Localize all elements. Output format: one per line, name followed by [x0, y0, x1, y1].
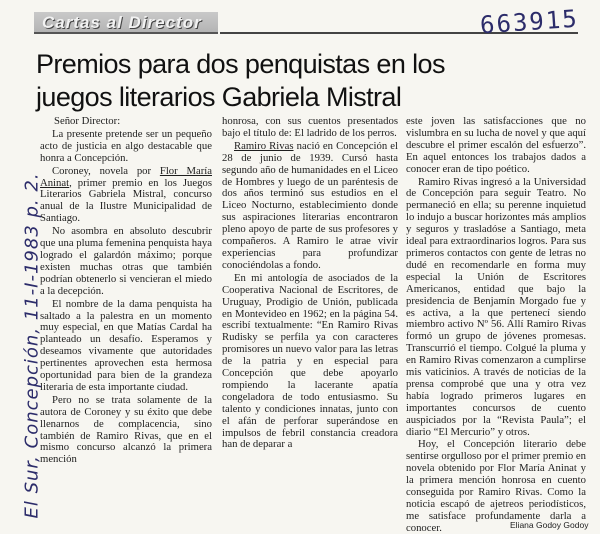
section-title: Cartas al Director: [42, 13, 202, 32]
headline-line-2: juegos literarios Gabriela Mistral: [36, 82, 402, 112]
text-run: nació en Concepción el 28 de junio de 1939. Cursó hasta segundo año de humanidades en el Liceo de Hombres y luego de un paréntesis de dos años terminó sus estudios en el Liceo Nocturno, establecimiento donde sus aspiraciones literarias encontraron pleno apoyo de parte de sus profesores y compañeros. A Ramiro le atrae vivir experiencias para profundizar conociéndolas a fondo.: [222, 139, 398, 271]
headline-line-1: Premios para dos penquistas en los: [36, 49, 445, 79]
paragraph: No asombra en absoluto descubrir que una pluma femenina penquista haya logrado el galardón máximo; porque existen muchas otras que también podrían obtenerlo si vencieran el miedo a la decepción.: [40, 225, 212, 297]
handwritten-source-note: El Sur, Concepción, 11-I-1983 p. 2.: [21, 172, 43, 519]
paragraph: El nombre de la dama penquista ha saltado a la palestra en un momento muy especial, en que Matías Cardal ha planteado un desafío. Esperamos y deseamos vivamente que autoridades pertinentes aprovechen esta hermosa oportunidad para bien de la grandeza literaria de esta importante ciudad.: [40, 297, 212, 393]
paragraph: Hoy, el Concepción literario debe sentirse orgulloso por el primer premio en novela obtenido por Flor María Aninat y la primera mención honrosa en cuento conseguida por Ramiro Rivas. Como la noticia escapó de ajetreos periodísticos, me satisface profundamente darla a conocer.: [406, 438, 586, 534]
section-banner: [34, 12, 218, 34]
author-signature: Eliana Godoy Godoy: [510, 520, 589, 530]
text-column-2: [222, 116, 398, 452]
paragraph: honrosa, con sus cuentos presentados bajo el título de: El ladrido de los perros.: [222, 115, 398, 139]
underlined-name: Flor María Aninat: [40, 164, 212, 189]
paragraph: este joven las satisfacciones que no vislumbra en su lucha de novel y que aquí descubre el primer escalón del esfuerzo”. En aquel entonces los trabajos dados a conocer eran de tipo poético.: [406, 115, 586, 175]
text-run: , primer premio en los Juegos Literarios Gabriela Mistral, concurso anual de la Ilustre Municipalidad de Santiago.: [40, 176, 212, 225]
paragraph: [40, 166, 212, 226]
paragraph: En mi antología de asociados de la Cooperativa Nacional de Escritores, de Uruguay, Prodigio de Unión, publicada en Montevideo en 1962; en la página 54. escribí textualmente: “En Ramiro Rivas Rudisky se perfila ya con caracteres promisores un nuevo valor para las letras de la patria y en especial para Concepción que debe apoyarlo rompiendo la lacerante apatía congeladora de todo entusiasmo. Su talento y condiciones innatas, junto con el afán de perforar superándose en impulsos de febril constancia creadora han de deparar a: [222, 271, 398, 451]
text-column-3: [406, 115, 589, 534]
paragraph: [222, 141, 398, 272]
paragraph: La presente pretende ser un pequeño acto de justicia en algo destacable que honra a Concepción.: [40, 127, 212, 164]
paragraph: Ramiro Rivas ingresó a la Universidad de Concepción para seguir Teatro. No permaneció en ella; su perenne inquietud lo indujo a buscar horizontes más amplios y seguros y trasladóse a Santiago, meta ideal para extraordinarios logros. Para sus primeros contactos con gente de letras no dudé en recomendarle en forma muy especial la Unión de Escritores Americanos, entidad que bajo la presidencia de Benjamín Morgado fue y es activa, a la que pertenecí siendo miembro activo Nº 56. Allí Ramiro Rivas formó un grupo de jóvenes promesas. Transcurrió el tiempo. Colgué la pluma y en Ramiro Rivas comenzaron a cumplirse mis vaticinios. A través de noticias de la prensa comprobé que una y otra vez había logrado primeros lugares en importantes concursos de cuento auspiciados por la “Revista Paula”; el diario “El Mercurio” y otros.: [406, 175, 586, 438]
handwritten-archive-number: 663915: [479, 4, 580, 40]
text-column-1: [40, 116, 212, 467]
paragraph: Pero no se trata solamente de la autora de Coroney y su éxito que debe llenarnos de complacencia, sino también de Ramiro Rivas, que en el mismo concurso alcanzó la primera mención: [40, 393, 212, 466]
article-headline: [36, 48, 556, 114]
underlined-name: Ramiro Rivas: [234, 139, 294, 152]
text-run: Coroney, novela por: [52, 164, 160, 177]
salutation: Señor Director:: [54, 115, 121, 127]
